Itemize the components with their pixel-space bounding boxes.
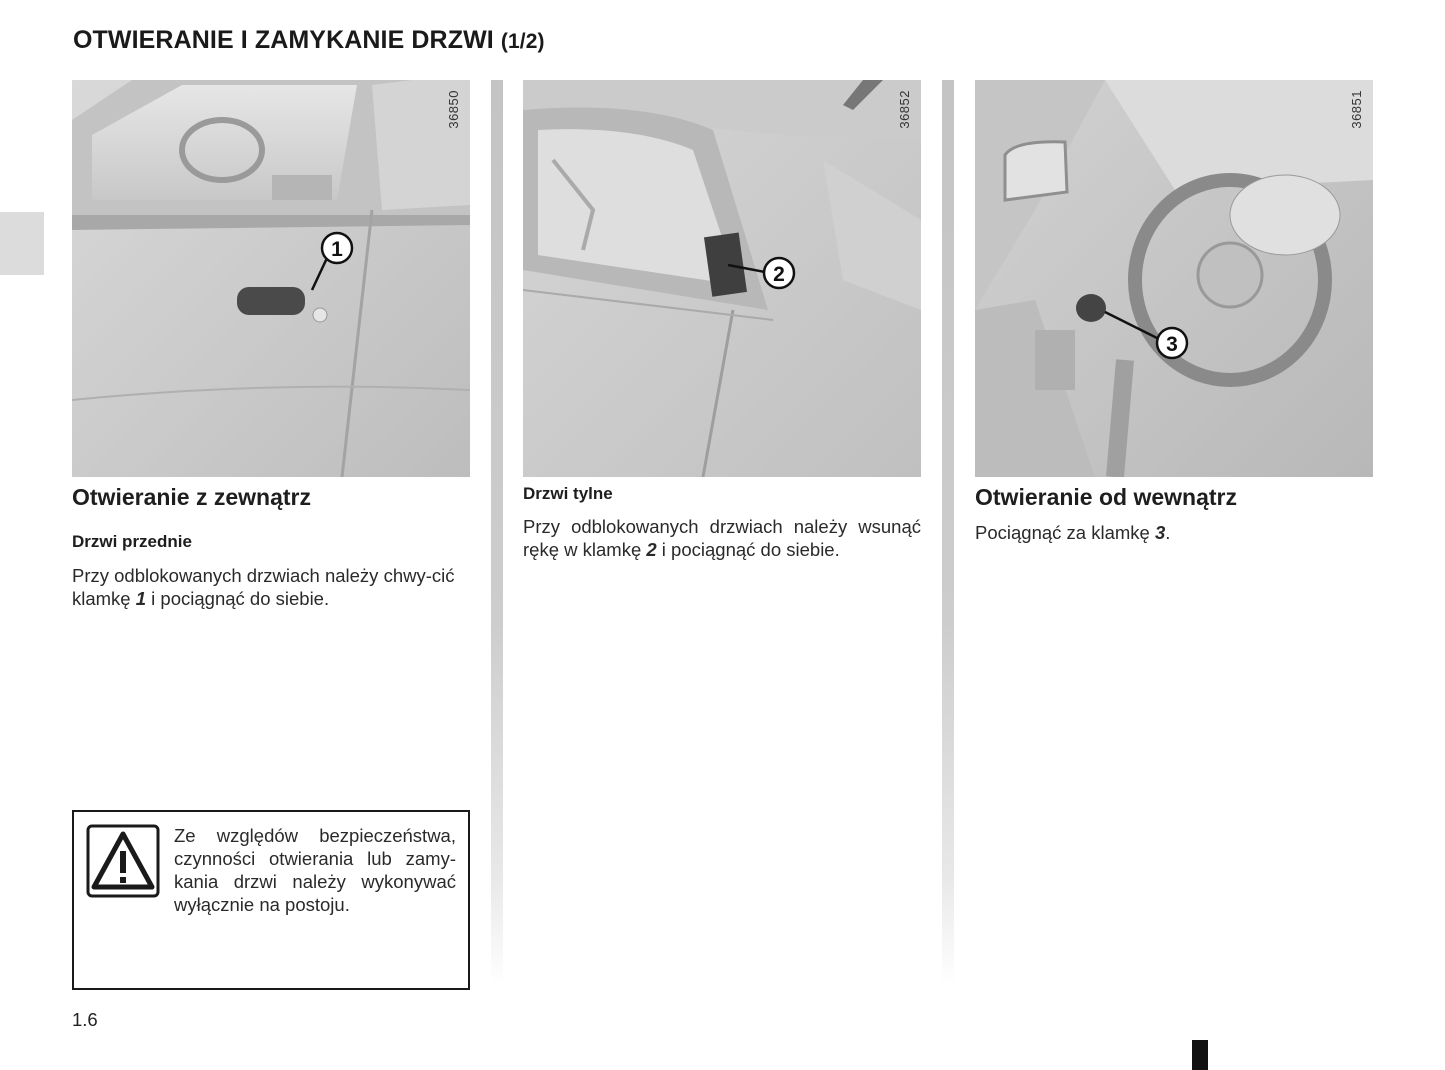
page-title-text: OTWIERANIE I ZAMYKANIE DRZWI <box>73 26 494 54</box>
illustration-ref-3: 36851 <box>1349 90 1364 129</box>
warning-text: Ze względów bezpieczeństwa, czynności otwierania lub zamy-kania drzwi należy wykonywać wyłącznie na postoju. <box>174 825 456 915</box>
section-exterior-opening <box>72 484 470 610</box>
column-divider-left <box>491 80 503 985</box>
page-part-indicator: (1/2) <box>500 30 545 53</box>
illustration-ref-1: 36850 <box>446 90 461 129</box>
front-door-drawing <box>72 80 470 477</box>
rear-door-drawing <box>523 80 921 477</box>
interior-drawing <box>975 80 1373 477</box>
interior-instructions: Pociągnąć za klamkę 3. <box>975 522 1171 543</box>
callout-2: 2 <box>773 263 785 286</box>
illustration-rear-door <box>523 80 921 477</box>
section-heading-interior: Otwieranie od wewnątrz <box>975 484 1237 510</box>
page-number: 1.6 <box>72 1009 98 1030</box>
section-interior-opening <box>975 484 1373 544</box>
illustration-interior <box>975 80 1373 477</box>
front-door-instructions: Przy odblokowanych drzwiach należy chwy-cić klamkę 1 i pociągnąć do siebie. <box>72 565 455 609</box>
section-heading-exterior: Otwieranie z zewnątrz <box>72 484 312 510</box>
callout-1: 1 <box>331 238 343 261</box>
warning-triangle-icon <box>86 824 160 898</box>
illustration-ref-2: 36852 <box>897 90 912 129</box>
column-divider-right <box>942 80 954 985</box>
warning-box <box>72 810 470 990</box>
illustration-front-door <box>72 80 470 477</box>
rear-door-instructions: Przy odblokowanych drzwiach należy wsunąć rękę w klamkę 2 i pociągnąć do siebie. <box>523 516 921 560</box>
subheading-front-doors: Drzwi przednie <box>72 532 192 551</box>
callout-3: 3 <box>1166 333 1178 356</box>
page-title <box>73 26 545 55</box>
chapter-tab <box>0 212 44 275</box>
subheading-rear-doors: Drzwi tylne <box>523 484 613 503</box>
end-of-section-mark <box>1192 1040 1208 1070</box>
section-rear-doors <box>523 484 921 561</box>
